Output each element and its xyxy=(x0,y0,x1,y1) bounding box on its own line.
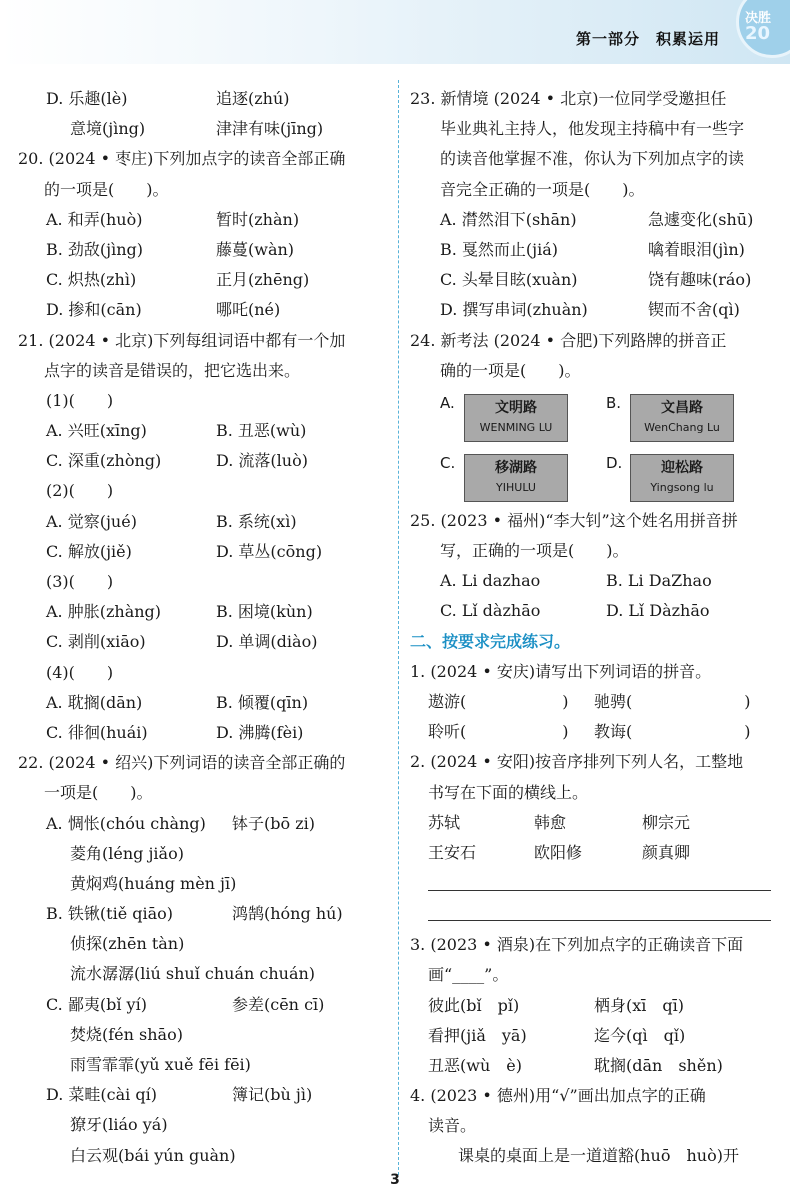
answer-line[interactable] xyxy=(428,890,771,891)
text-line xyxy=(410,930,782,960)
option-label: C. xyxy=(440,453,456,472)
text-line xyxy=(18,899,388,929)
text-line xyxy=(18,809,388,839)
text-cell: 音完全正确的一项是( )。 xyxy=(440,179,645,199)
text-line xyxy=(18,990,388,1020)
text-cell: D. 菜畦(cài qí) xyxy=(46,1085,157,1105)
road-sign-options xyxy=(410,386,782,506)
text-cell: 彼此(bǐ pǐ) xyxy=(428,995,520,1015)
text-cell: B. 劲敌(jìng) xyxy=(46,239,144,259)
text-line xyxy=(410,265,782,295)
text-cell: 3. (2023 • 酒泉)在下列加点字的正确读音下面 xyxy=(410,935,744,955)
text-cell: 黄焖鸡(huáng mèn jī) xyxy=(70,873,237,893)
text-cell: C. 头晕目眩(xuàn) xyxy=(440,270,578,290)
text-cell: B. 系统(xì) xyxy=(216,511,297,531)
text-cell: A. 兴旺(xīng) xyxy=(46,421,147,441)
text-cell: (3)( ) xyxy=(46,572,114,591)
road-sign[interactable] xyxy=(630,394,734,442)
text-cell: 追逐(zhú) xyxy=(216,89,290,108)
text-line xyxy=(18,718,388,748)
text-cell: A. 觉察(jué) xyxy=(46,511,137,531)
text-cell: 韩愈 xyxy=(534,812,567,832)
road-sign-name: 文明路 xyxy=(495,399,537,416)
right-block-2 xyxy=(410,506,782,868)
text-cell: 25. (2023 • 福州)“李大钊”这个姓名用拼音拼 xyxy=(410,510,738,530)
text-line xyxy=(410,747,782,777)
text-cell: C. 鄙夷(bǐ yí) xyxy=(46,994,147,1014)
text-cell: 獠牙(liáo yá) xyxy=(70,1115,168,1135)
text-cell: A. Li dazhao xyxy=(440,571,541,591)
text-cell: 20. (2024 • 枣庄)下列加点字的读音全部正确 xyxy=(18,149,346,169)
text-cell: D. Lǐ Dàzhāo xyxy=(606,601,710,621)
text-cell: D. 掺和(cān) xyxy=(46,300,142,320)
text-cell: 迄今(qì qǐ) xyxy=(594,1025,686,1045)
text-line xyxy=(18,356,388,386)
text-cell: C. 徘徊(huái) xyxy=(46,722,148,742)
text-cell: 写，正确的一项是( )。 xyxy=(440,541,629,561)
text-cell: 的读音他掌握不准，你认为下列加点字的读 xyxy=(440,149,745,169)
text-line xyxy=(410,506,782,536)
text-line xyxy=(18,597,388,627)
text-line xyxy=(410,536,782,566)
text-cell: C. 深重(zhòng) xyxy=(46,451,162,471)
text-cell: C. Lǐ dàzhāo xyxy=(440,601,541,621)
text-cell: 流水潺潺(liú shuǐ chuán chuán) xyxy=(70,964,316,984)
text-cell: 雨雪霏霏(yǔ xuě fēi fēi) xyxy=(70,1055,251,1074)
text-cell: 哪吒(né) xyxy=(216,300,281,320)
road-sign-pinyin: WENMING LU xyxy=(479,420,553,434)
text-cell: 24. 新考法 (2024 • 合肥)下列路牌的拼音正 xyxy=(410,330,727,350)
text-cell: 22. (2024 • 绍兴)下列词语的读音全部正确的 xyxy=(18,753,346,773)
text-line xyxy=(410,1051,782,1081)
text-line xyxy=(18,627,388,657)
text-line xyxy=(18,748,388,778)
text-line xyxy=(410,1141,782,1171)
text-cell: 书写在下面的横线上。 xyxy=(428,782,589,802)
text-line xyxy=(410,566,782,596)
text-line xyxy=(18,869,388,899)
page-header xyxy=(0,0,790,64)
text-cell: C. 炽热(zhì) xyxy=(46,270,137,290)
text-cell: 鸿鹄(hóng hú) xyxy=(232,904,343,924)
text-line xyxy=(410,144,782,174)
text-cell: 的一项是( )。 xyxy=(44,179,169,199)
road-sign-pinyin: WenChang Lu xyxy=(644,420,720,434)
text-line xyxy=(18,205,388,235)
text-cell: 驰骋( ) xyxy=(594,692,751,711)
text-line xyxy=(18,688,388,718)
road-sign[interactable] xyxy=(464,454,568,502)
text-cell: 簿记(bù jì) xyxy=(232,1085,313,1105)
text-cell: 21. (2024 • 北京)下列每组词语中都有一个加 xyxy=(18,330,346,350)
text-line xyxy=(410,84,782,114)
text-cell: (4)( ) xyxy=(46,662,114,682)
text-cell: 苏轼 xyxy=(428,812,461,832)
text-cell: 1. (2024 • 安庆)请写出下列词语的拼音。 xyxy=(410,661,712,681)
right-column xyxy=(410,84,782,1172)
road-sign[interactable] xyxy=(464,394,568,442)
left-column xyxy=(18,84,388,1171)
header-title: 第一部分 积累运用 xyxy=(575,30,720,48)
text-cell: D. 乐趣(lè) xyxy=(46,89,128,108)
text-line xyxy=(18,959,388,989)
text-line xyxy=(18,114,388,144)
text-cell: B. 困境(kùn) xyxy=(216,602,313,622)
option-label: A. xyxy=(440,393,455,412)
text-cell: 画“____”。 xyxy=(428,965,509,985)
text-line xyxy=(410,235,782,265)
text-cell: 白云观(bái yún guàn) xyxy=(70,1145,236,1165)
text-cell: B. 倾覆(qīn) xyxy=(216,692,309,712)
road-sign-pinyin: YIHULU xyxy=(496,480,536,494)
text-line xyxy=(18,1110,388,1140)
text-line xyxy=(18,1020,388,1050)
text-cell: 丑恶(wù è) xyxy=(428,1055,522,1075)
text-cell: 正月(zhēng) xyxy=(216,270,310,290)
text-cell: 毕业典礼主持人，他发现主持稿中有一些字 xyxy=(440,119,745,139)
text-line xyxy=(410,838,782,868)
text-line xyxy=(18,84,388,114)
text-cell: 耽搁(dān shěn) xyxy=(594,1055,723,1075)
text-line xyxy=(410,657,782,687)
road-sign-name: 迎松路 xyxy=(661,459,703,476)
text-cell: 急遽变化(shū) xyxy=(648,209,754,229)
text-cell: 饶有趣味(ráo) xyxy=(648,270,752,290)
text-line xyxy=(410,596,782,626)
text-cell: 2. (2024 • 安阳)按音序排列下列人名，工整地 xyxy=(410,752,744,772)
text-line xyxy=(410,356,782,386)
text-cell: A. 肿胀(zhàng) xyxy=(46,602,162,622)
text-cell: 确的一项是( )。 xyxy=(440,360,581,380)
text-line xyxy=(410,326,782,356)
text-cell: 参差(cēn cī) xyxy=(232,994,325,1014)
text-cell: A. 惆怅(chóu chàng) xyxy=(46,813,206,833)
text-line xyxy=(18,235,388,265)
road-sign-pinyin: Yingsong lu xyxy=(650,480,714,494)
text-cell: 栖身(xī qī) xyxy=(594,995,684,1015)
text-line xyxy=(18,1050,388,1080)
road-sign-name: 移湖路 xyxy=(495,459,537,476)
text-cell: B. 戛然而止(jiá) xyxy=(440,239,559,259)
text-line xyxy=(18,1080,388,1110)
page-number: 3 xyxy=(390,1172,400,1188)
text-line xyxy=(410,1111,782,1141)
text-line xyxy=(18,929,388,959)
text-cell: 看押(jiǎ yā) xyxy=(428,1025,527,1045)
text-cell: 欧阳修 xyxy=(534,842,583,862)
right-block-1 xyxy=(410,84,782,386)
text-cell: 暂时(zhàn) xyxy=(216,209,300,229)
text-line xyxy=(410,295,782,325)
text-cell: (1)( ) xyxy=(46,390,114,410)
text-line xyxy=(18,507,388,537)
text-cell: D. 撰写串词(zhuàn) xyxy=(440,300,588,320)
answer-line[interactable] xyxy=(428,920,771,921)
text-line xyxy=(410,960,782,990)
badge-number: 20 xyxy=(745,23,771,44)
text-cell: 遨游( ) xyxy=(428,692,569,711)
text-line xyxy=(410,175,782,205)
text-cell: D. 流落(luò) xyxy=(216,451,308,471)
text-line xyxy=(18,265,388,295)
text-line xyxy=(18,537,388,567)
text-cell: C. 剥削(xiāo) xyxy=(46,632,146,652)
road-sign-name: 文昌路 xyxy=(661,399,703,416)
text-line xyxy=(410,717,782,747)
badge-text: 决胜 xyxy=(745,11,772,26)
text-cell: 课桌的桌面上是一道道豁(huō huò)开 xyxy=(458,1146,739,1166)
text-line xyxy=(18,658,388,688)
text-cell: A. 潸然泪下(shān) xyxy=(440,209,577,229)
text-line xyxy=(18,175,388,205)
text-line xyxy=(410,114,782,144)
text-cell: 聆听( ) xyxy=(428,722,569,742)
text-line xyxy=(18,386,388,416)
text-line xyxy=(18,295,388,325)
text-line xyxy=(410,778,782,808)
text-cell: 柳宗元 xyxy=(642,812,691,832)
text-cell: 一项是( )。 xyxy=(44,783,153,803)
book-badge xyxy=(736,0,790,58)
text-cell: 侦探(zhēn tàn) xyxy=(70,934,185,954)
text-cell: B. 丑恶(wù) xyxy=(216,421,307,441)
text-line xyxy=(410,1081,782,1111)
text-cell: 颜真卿 xyxy=(642,842,691,862)
text-line xyxy=(18,144,388,174)
text-cell: (2)( ) xyxy=(46,481,114,501)
text-line xyxy=(18,446,388,476)
text-line xyxy=(410,627,782,657)
text-cell: 23. 新情境 (2024 • 北京)一位同学受邀担任 xyxy=(410,89,727,108)
section-heading: 二、按要求完成练习。 xyxy=(410,631,571,651)
text-cell: 王安石 xyxy=(428,842,477,862)
column-divider xyxy=(398,80,399,1175)
text-cell: 锲而不舍(qì) xyxy=(648,300,740,320)
right-block-3 xyxy=(410,930,782,1172)
text-cell: 藤蔓(wàn) xyxy=(216,239,295,259)
option-label: D. xyxy=(606,453,623,472)
text-cell: B. Li DaZhao xyxy=(606,571,712,591)
text-cell: D. 单调(diào) xyxy=(216,632,318,652)
text-cell: D. 草丛(cōng) xyxy=(216,541,323,561)
text-line xyxy=(18,839,388,869)
option-label: B. xyxy=(606,393,622,412)
text-cell: 津津有味(jīng) xyxy=(216,119,324,139)
text-line xyxy=(18,778,388,808)
answer-lines xyxy=(410,868,782,930)
text-cell: 噙着眼泪(jìn) xyxy=(648,239,745,259)
text-cell: 焚烧(fén shāo) xyxy=(70,1024,183,1044)
text-line xyxy=(410,1021,782,1051)
text-cell: 点字的读音是错误的，把它选出来。 xyxy=(44,360,301,380)
text-cell: D. 沸腾(fèi) xyxy=(216,722,304,742)
road-sign[interactable] xyxy=(630,454,734,502)
text-cell: 钵子(bō zi) xyxy=(232,813,315,833)
text-cell: A. 耽搁(dān) xyxy=(46,692,143,712)
text-line xyxy=(410,687,782,717)
text-line xyxy=(410,991,782,1021)
text-cell: 教诲( ) xyxy=(594,722,751,742)
text-line xyxy=(18,1141,388,1171)
text-line xyxy=(410,808,782,838)
text-cell: 意境(jìng) xyxy=(70,119,146,139)
text-cell: 读音。 xyxy=(428,1116,477,1136)
text-cell: 菱角(léng jiǎo) xyxy=(70,843,184,863)
text-cell: A. 和弄(huò) xyxy=(46,209,143,229)
text-line xyxy=(18,476,388,506)
text-line xyxy=(18,326,388,356)
text-cell: C. 解放(jiě) xyxy=(46,541,132,561)
text-line xyxy=(410,205,782,235)
text-line xyxy=(18,567,388,597)
text-cell: 4. (2023 • 德州)用“√”画出加点字的正确 xyxy=(410,1086,706,1106)
text-line xyxy=(18,416,388,446)
text-cell: B. 铁锹(tiě qiāo) xyxy=(46,904,174,924)
